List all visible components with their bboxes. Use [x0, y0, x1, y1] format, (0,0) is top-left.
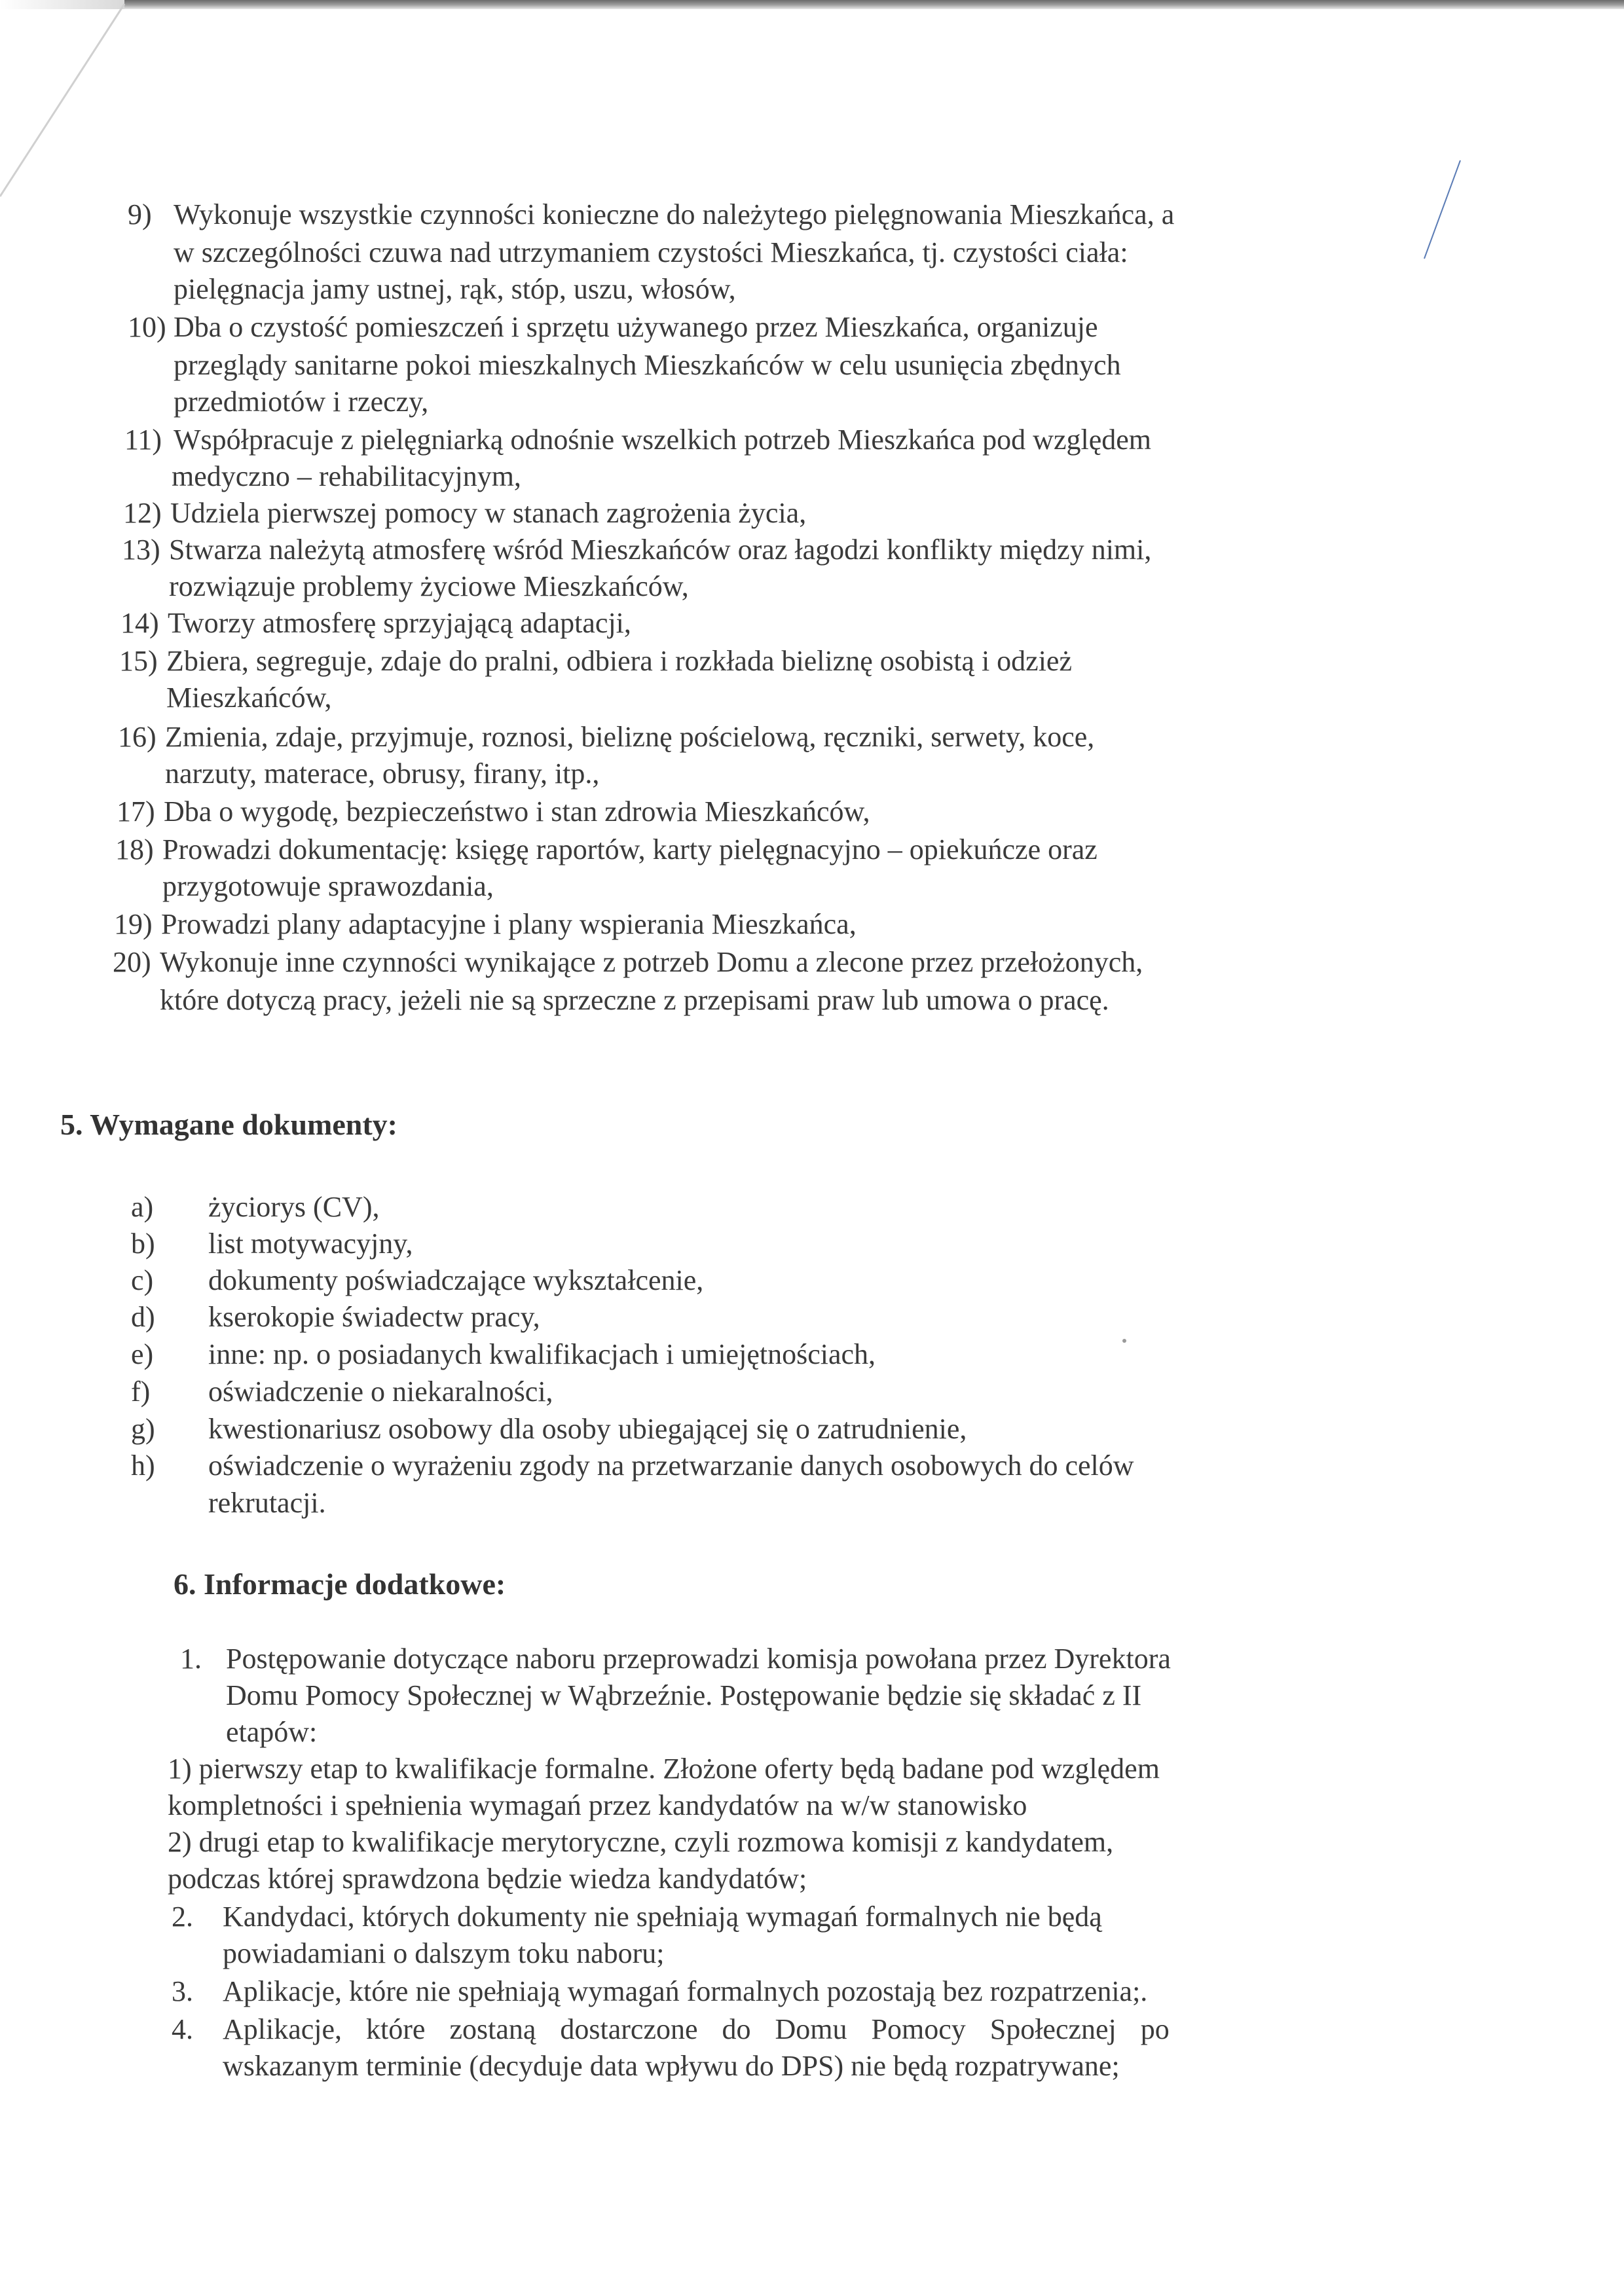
- stage-text: 1) pierwszy etap to kwalifikacje formalne. Złożone oferty będą badane pod względem: [168, 1753, 1160, 1785]
- item-text: Mieszkańców,: [166, 682, 332, 714]
- item-letter: a): [131, 1191, 154, 1223]
- item-letter: f): [131, 1376, 151, 1408]
- item-text: Udziela pierwszej pomocy w stanach zagrożenia życia,: [170, 497, 807, 529]
- item-text: Prowadzi dokumentację: księgę raportów, karty pielęgnacyjno – opiekuńcze oraz: [162, 833, 1098, 866]
- item-text: w szczególności czuwa nad utrzymaniem czystości Mieszkańca, tj. czystości ciała:: [174, 236, 1128, 268]
- item-letter: c): [131, 1264, 154, 1296]
- item-text: Tworzy atmosferę sprzyjającą adaptacji,: [168, 607, 631, 639]
- item-number: 4.: [172, 2013, 193, 2045]
- item-number: 11): [124, 424, 162, 456]
- item-number: 3.: [172, 1975, 193, 2007]
- item-letter: b): [131, 1228, 155, 1260]
- scan-edge-top: [124, 0, 1624, 9]
- item-number: 18): [115, 833, 154, 866]
- item-number: 15): [119, 645, 158, 677]
- item-text: kwestionariusz osobowy dla osoby ubiegającej się o zatrudnienie,: [208, 1413, 967, 1445]
- item-number: 20): [113, 946, 151, 978]
- item-text: Wykonuje wszystkie czynności konieczne do należytego pielęgnowania Mieszkańca, a: [174, 198, 1175, 230]
- item-text: przeglądy sanitarne pokoi mieszkalnych Mieszkańców w celu usunięcia zbędnych: [174, 349, 1121, 381]
- stage-text: 2) drugi etap to kwalifikacje merytoryczne, czyli rozmowa komisji z kandydatem,: [168, 1826, 1114, 1858]
- item-text: życiorys (CV),: [208, 1191, 380, 1223]
- item-text: oświadczenie o niekaralności,: [208, 1376, 553, 1408]
- scan-edge-shadow: [0, 0, 128, 9]
- section-heading: 6. Informacje dodatkowe:: [174, 1567, 506, 1601]
- item-text: rozwiązuje problemy życiowe Mieszkańców,: [169, 570, 689, 602]
- item-text: Aplikacje, które nie spełniają wymagań formalnych pozostają bez rozpatrzenia;.: [223, 1975, 1148, 2007]
- item-letter: d): [131, 1301, 155, 1333]
- pen-mark: [1424, 160, 1460, 259]
- item-text: Stwarza należytą atmosferę wśród Mieszkańców oraz łagodzi konflikty między nimi,: [169, 534, 1152, 566]
- speck: [1122, 1339, 1126, 1343]
- item-text: inne: np. o posiadanych kwalifikacjach i umiejętnościach,: [208, 1338, 876, 1370]
- section-heading: 5. Wymagane dokumenty:: [60, 1108, 397, 1141]
- item-number: 19): [114, 908, 153, 940]
- item-number: 16): [118, 721, 157, 753]
- item-text: Domu Pomocy Społecznej w Wąbrzeźnie. Postępowanie będzie się składać z II: [226, 1679, 1142, 1711]
- item-text: Aplikacje, które zostaną dostarczone do Domu Pomocy Społecznej po: [223, 2013, 1170, 2045]
- item-number: 12): [123, 497, 162, 529]
- item-text: etapów:: [226, 1716, 318, 1748]
- item-text: Prowadzi plany adaptacyjne i plany wspierania Mieszkańca,: [161, 908, 857, 940]
- item-number: 9): [128, 198, 152, 230]
- item-text: pielęgnacja jamy ustnej, rąk, stóp, uszu, włosów,: [174, 273, 736, 305]
- item-number: 14): [120, 607, 159, 639]
- item-text: wskazanym terminie (decyduje data wpływu do DPS) nie będą rozpatrywane;: [223, 2050, 1120, 2082]
- item-letter: g): [131, 1413, 155, 1445]
- item-text: powiadamiani o dalszym toku naboru;: [223, 1937, 665, 1969]
- item-text: przygotowuje sprawozdania,: [162, 870, 494, 902]
- item-text: dokumenty poświadczające wykształcenie,: [208, 1264, 704, 1296]
- item-number: 2.: [172, 1901, 193, 1933]
- item-text: Zbiera, segreguje, zdaje do pralni, odbiera i rozkłada bieliznę osobistą i odzież: [166, 645, 1072, 677]
- item-letter: h): [131, 1449, 155, 1482]
- item-text: Kandydaci, których dokumenty nie spełniają wymagań formalnych nie będą: [223, 1901, 1102, 1933]
- item-number: 13): [122, 534, 160, 566]
- item-text: Zmienia, zdaje, przyjmuje, roznosi, bieliznę pościelową, ręczniki, serwety, koce,: [165, 721, 1095, 753]
- item-text: Wykonuje inne czynności wynikające z potrzeb Domu a zlecone przez przełożonych,: [160, 946, 1143, 978]
- item-text: oświadczenie o wyrażeniu zgody na przetwarzanie danych osobowych do celów: [208, 1449, 1134, 1482]
- scan-fold-line: [0, 4, 124, 196]
- item-text: Postępowanie dotyczące naboru przeprowadzi komisja powołana przez Dyrektora: [226, 1643, 1171, 1675]
- item-letter: e): [131, 1338, 154, 1370]
- stage-text: podczas której sprawdzona będzie wiedza kandydatów;: [168, 1863, 807, 1895]
- item-text: przedmiotów i rzeczy,: [174, 386, 429, 418]
- item-number: 17): [117, 795, 155, 828]
- item-number: 1.: [180, 1643, 202, 1675]
- stage-text: kompletności i spełnienia wymagań przez kandydatów na w/w stanowisko: [168, 1789, 1027, 1821]
- item-text: Dba o czystość pomieszczeń i sprzętu używanego przez Mieszkańca, organizuje: [174, 311, 1098, 343]
- item-text: Dba o wygodę, bezpieczeństwo i stan zdrowia Mieszkańców,: [164, 795, 870, 828]
- item-text: kserokopie świadectw pracy,: [208, 1301, 540, 1333]
- item-text: narzuty, materace, obrusy, firany, itp.,: [165, 757, 600, 790]
- item-text: które dotyczą pracy, jeżeli nie są sprzeczne z przepisami praw lub umowa o pracę.: [160, 984, 1109, 1016]
- item-number: 10): [128, 311, 166, 343]
- item-text: Współpracuje z pielęgniarką odnośnie wszelkich potrzeb Mieszkańca pod względem: [174, 424, 1151, 456]
- item-text: rekrutacji.: [208, 1487, 326, 1519]
- item-text: medyczno – rehabilitacyjnym,: [172, 460, 521, 492]
- item-text: list motywacyjny,: [208, 1228, 413, 1260]
